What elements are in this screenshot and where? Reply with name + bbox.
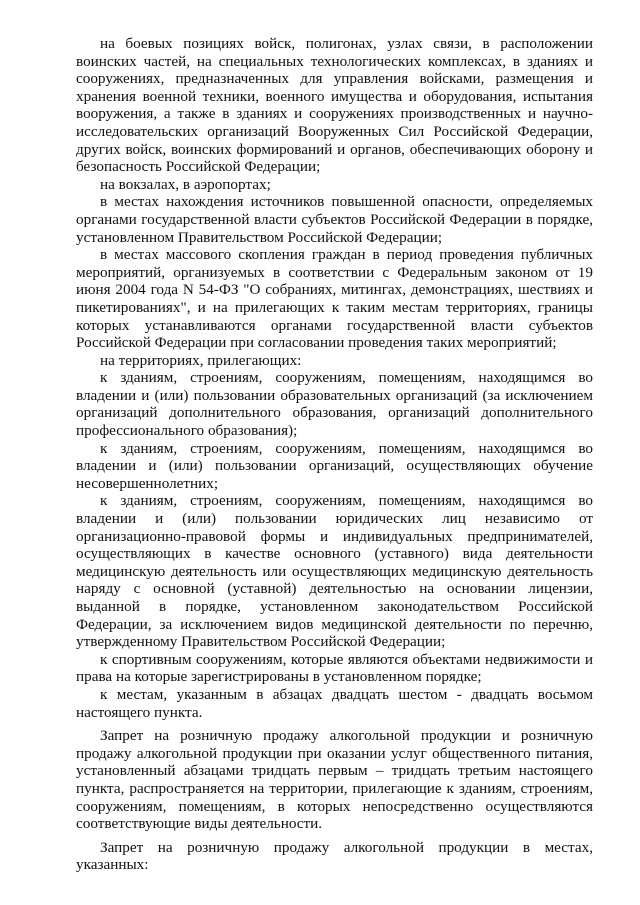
paragraph-ban-scope: Запрет на розничную продажу алкогольной продукции и розничную продажу алкогольной продукции при оказании услуг общественного питания, установленный абзацами тридцать первым – тридцать третьим настоящего пункта, распространяется на территории, прилегающие к зданиям, строениям, сооружениям, помещениям, в которых непосредственно осуществляются соответствующие виды деятельности. <box>76 727 593 833</box>
paragraph-military-sites: на боевых позициях войск, полигонах, узлах связи, в расположении воинских частей, на специальных технологических комплексах, в зданиях и сооружениях, предназначенных для управления войсками, размещения и хранения военной техники, военного имущества и оборудования, испытания вооружения, а также в зданиях и сооружениях производственных и научно-исследовательских организаций Вооруженных Сил Российской Федерации, других войск, воинских формирований и органов, обеспечивающих оборону и безопасность Российской Федерации; <box>76 35 593 176</box>
document-body <box>76 35 593 874</box>
paragraph-educational-organizations: к зданиям, строениям, сооружениям, помещениям, находящимся во владении и (или) пользовании образовательных организаций (за исключением организаций дополнительного образования, организаций дополнительного профессионального образования); <box>76 369 593 440</box>
paragraph-referenced-places: к местам, указанным в абзацах двадцать шестом - двадцать восьмом настоящего пункта. <box>76 685 593 721</box>
paragraph-public-events: в местах массового скопления граждан в период проведения публичных мероприятий, организуемых в соответствии с Федеральным законом от 19 июня 2004 года N 54-ФЗ "О собраниях, митингах, демонстрациях, шествиях и пикетированиях", и на прилегающих к таким местам территориях, границы которых устанавливаются органами государственной власти субъектов Российской Федерации при согласовании проведения таких мероприятий; <box>76 246 593 352</box>
paragraph-ban-places: Запрет на розничную продажу алкогольной продукции в местах, указанных: <box>76 838 593 874</box>
paragraph-stations-airports: на вокзалах, в аэропортах; <box>100 175 271 193</box>
paragraph-sports-facilities: к спортивным сооружениям, которые являются объектами недвижимости и права на которые зарегистрированы в установленном порядке; <box>76 650 593 686</box>
paragraph-minors-training: к зданиям, строениям, сооружениям, помещениям, находящимся во владении и (или) пользовании организаций, осуществляющих обучение несовершеннолетних; <box>76 439 593 492</box>
paragraph-danger-sources: в местах нахождения источников повышенной опасности, определяемых органами государственной власти субъектов Российской Федерации в порядке, установленном Правительством Российской Федерации; <box>76 193 593 246</box>
paragraph-adjacent-territories: на территориях, прилегающих: <box>100 351 302 369</box>
paragraph-medical-activity: к зданиям, строениям, сооружениям, помещениям, находящимся во владении и (или) пользовании юридических лиц независимо от организационно-правовой формы и индивидуальных предпринимателей, осуществляющих в качестве основного (уставного) вида деятельности медицинскую деятельность или осуществляющих медицинскую деятельность наряду с основной (уставной) деятельностью на основании лицензии, выданной в порядке, установленном законодательством Российской Федерации, за исключением видов медицинской деятельности по перечню, утвержденному Правительством Российской Федерации; <box>76 492 593 651</box>
